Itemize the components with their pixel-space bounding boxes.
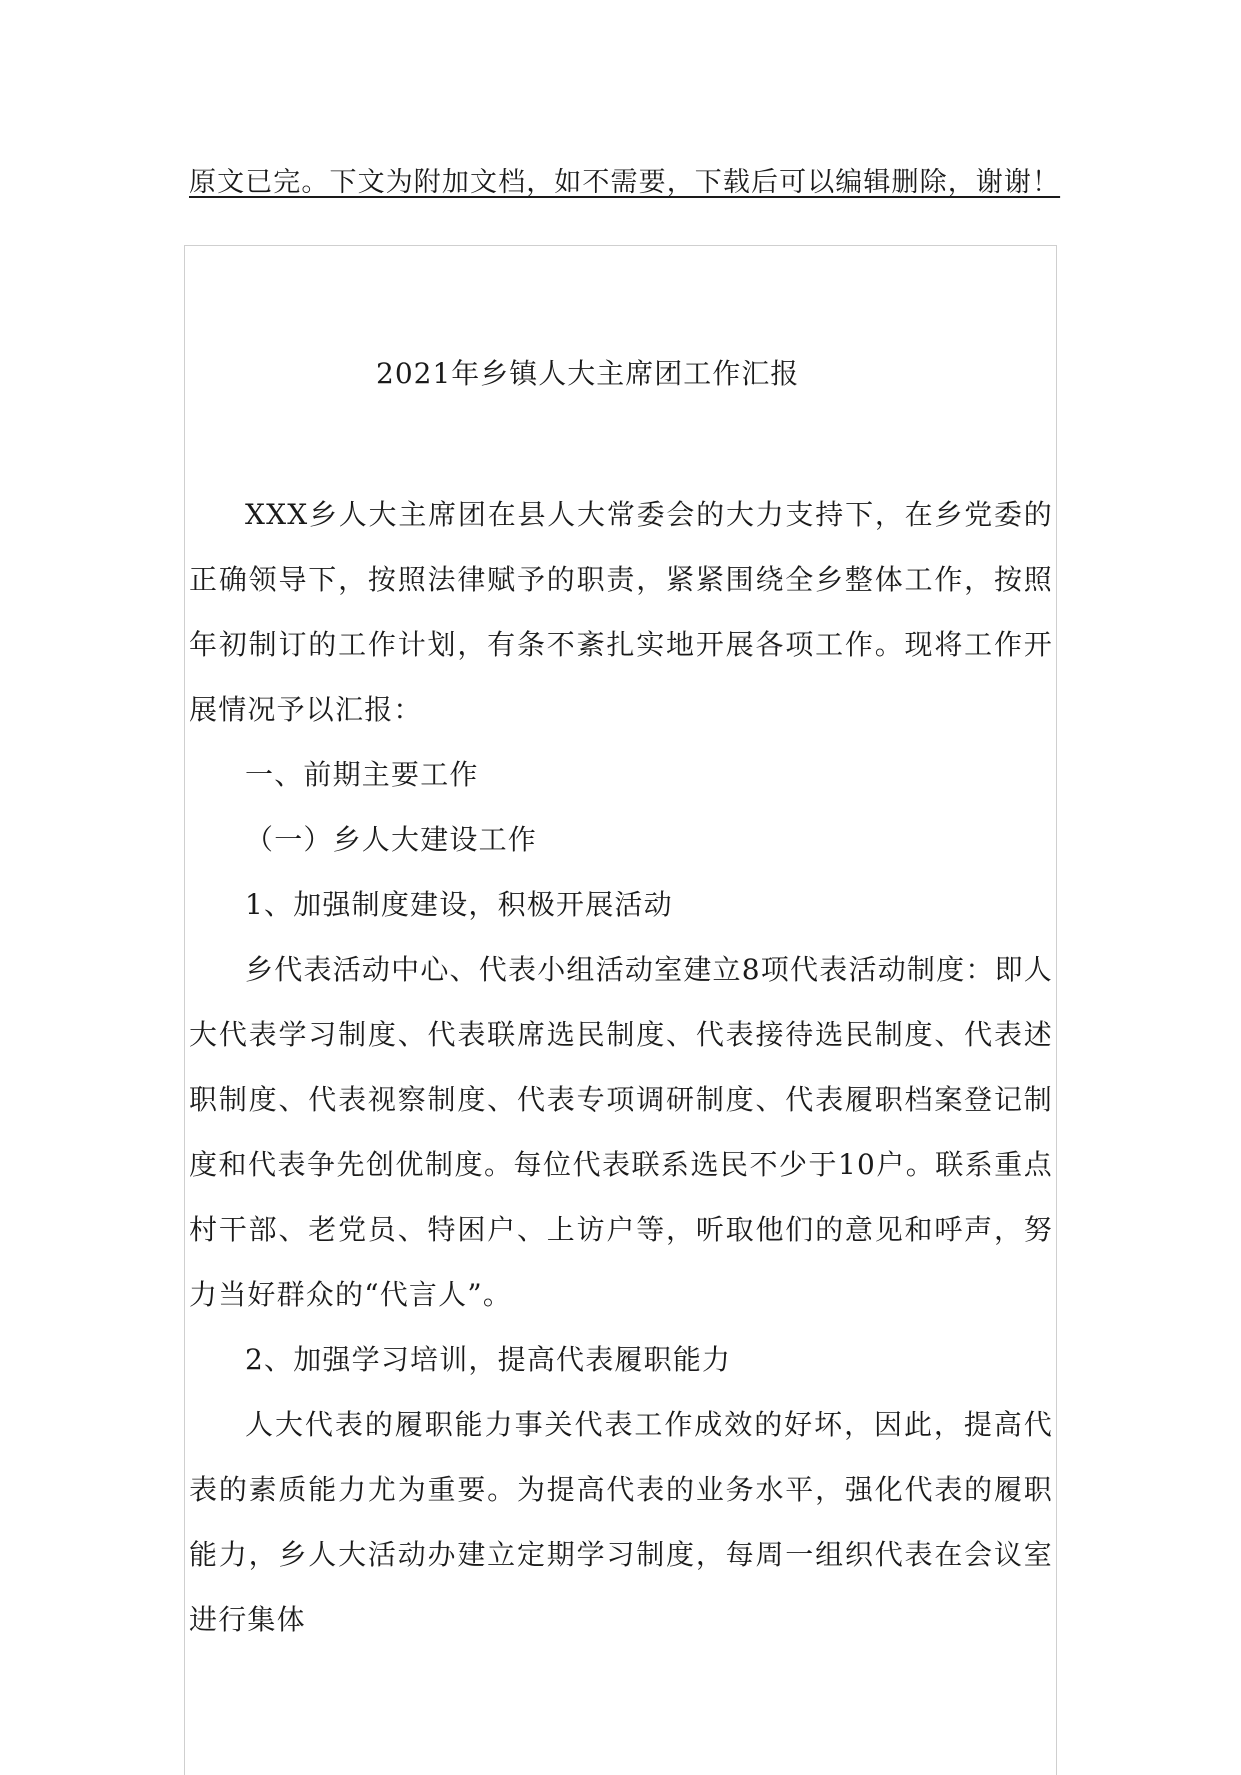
item-heading-2: 2、加强学习培训，提高代表履职能力 [245,1343,732,1376]
document-title: 2021年乡镇人大主席团工作汇报 [376,357,800,390]
subsection-heading-1: （一）乡人大建设工作 [245,823,538,856]
appendix-notice: 原文已完。下文为附加文档，如不需要，下载后可以编辑删除，谢谢！ [189,167,1061,198]
paragraph-intro: XXX乡人大主席团在县人大常委会的大力支持下，在乡党委的正确领导下，按照法律赋予的职责，紧紧围绕全乡整体工作，按照年初制订的工作计划，有条不紊扎实地开展各项工作。现将工作开展情况予以汇报： [189,498,1053,726]
document-body [189,482,1053,1652]
section-heading-1: 一、前期主要工作 [245,758,479,791]
paragraph-system-building: 乡代表活动中心、代表小组活动室建立8项代表活动制度：即人大代表学习制度、代表联席选民制度、代表接待选民制度、代表述职制度、代表视察制度、代表专项调研制度、代表履职档案登记制度和代表争先创优制度。每位代表联系选民不少于10户。联系重点村干部、老党员、特困户、上访户等，听取他们的意见和呼声，努力当好群众的“代言人”。 [189,953,1053,1311]
item-heading-1: 1、加强制度建设，积极开展活动 [245,888,673,921]
paragraph-training: 人大代表的履职能力事关代表工作成效的好坏，因此，提高代表的素质能力尤为重要。为提高代表的业务水平，强化代表的履职能力，乡人大活动办建立定期学习制度，每周一组织代表在会议室进行集体 [189,1408,1053,1636]
